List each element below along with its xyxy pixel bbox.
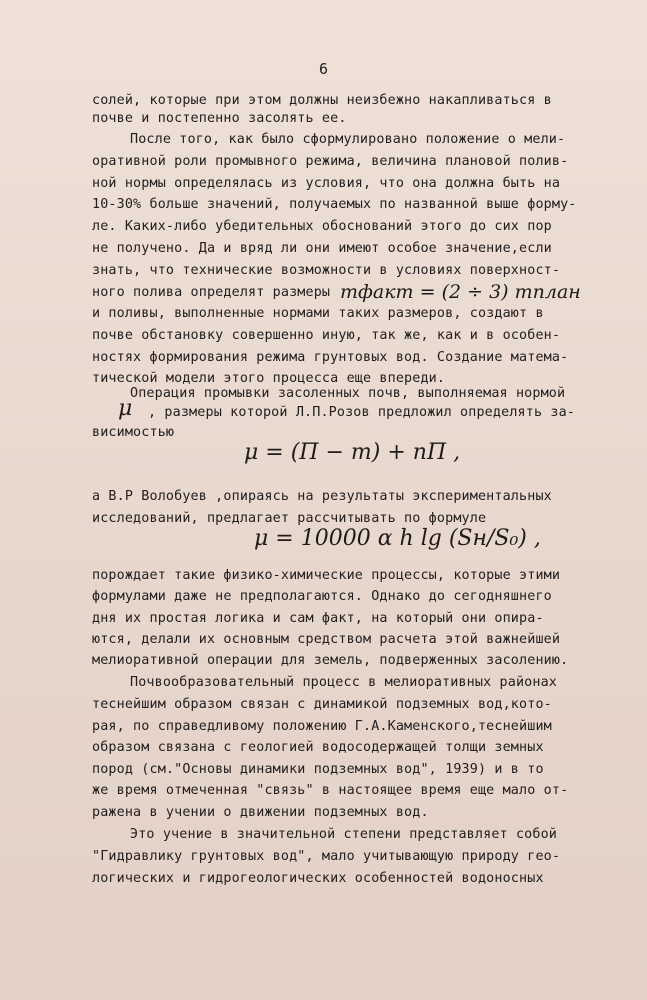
text-line: исследований, предлагает рассчитывать по формуле <box>92 511 487 526</box>
text-line: пород (см."Основы динамики подземных вод", 1939) и в то <box>92 762 544 777</box>
text-line: же время отмеченная "связь" в настоящее время еще мало от- <box>92 783 569 798</box>
text-line: порождает такие физико-химические процессы, которые этими <box>92 568 561 583</box>
page-number: 6 <box>318 60 329 78</box>
text-line: логических и гидрогеологических особенностей водоносных <box>92 871 544 886</box>
text-line: теснейшим образом связан с динамикой подземных вод,кото- <box>92 697 552 712</box>
text-line: ной нормы определялась из условия, что она должна быть на <box>92 176 561 191</box>
formula-volobuev: μ = 10000 α h lg (Sн/S₀) , <box>254 526 541 551</box>
text-line: ражена в учении о движении подземных вод. <box>92 805 429 820</box>
text-line: образом связана с геологией водосодержащей толщи земных <box>92 740 544 755</box>
text-line: "Гидравлику грунтовых вод", мало учитывающую природу гео- <box>92 849 561 864</box>
text-line: не получено. Да и вряд ли они имеют особое значение,если <box>92 241 552 256</box>
text-line: Операция промывки засоленных почв, выполняемая нормой <box>130 386 566 401</box>
text-line: Почвообразовательный процесс в мелиоративных районах <box>130 675 558 690</box>
text-line: ного полива определят размеры <box>92 285 331 300</box>
text-line: почве обстановку совершенно иную, так же, как и в особен- <box>92 328 561 343</box>
text-line: знать, что технические возможности в условиях поверхност- <box>92 263 561 278</box>
text-line: После того, как было сформулировано положение о мели- <box>130 132 566 147</box>
mu-symbol: μ <box>118 396 133 421</box>
text-line: ностях формирования режима грунтовых вод. Создание матема- <box>92 350 569 365</box>
text-line: , размеры которой Л.П.Розов предложил определять за- <box>148 405 576 420</box>
text-line: Это учение в значительной степени представляет собой <box>130 827 558 842</box>
text-line: тической модели этого процесса еще впереди. <box>92 371 446 386</box>
text-line: дня их простая логика и сам факт, на который они опира- <box>92 611 544 626</box>
formula-rozov: μ = (Π − m) + nΠ , <box>244 440 461 465</box>
text-line: и поливы, выполненные нормами таких размеров, создают в <box>92 306 544 321</box>
inline-formula: mфакт = (2 ÷ 3) mплан <box>340 281 581 303</box>
text-line: почве и постепенно засолять ее. <box>92 111 347 126</box>
text-line: формулами даже не предполагаются. Однако до сегодняшнего <box>92 589 552 604</box>
text-line: а В.Р Волобуев ,опираясь на результаты экспериментальных <box>92 489 552 504</box>
text-line: рая, по справедливому положению Г.А.Каменского,теснейшим <box>92 719 552 734</box>
text-line: 10-30% больше значений, получаемых по названной выше форму- <box>92 197 577 212</box>
text-line: висимостью <box>92 425 175 440</box>
text-line: ле. Каких-либо убедительных обоснований этого до сих пор <box>92 219 552 234</box>
text-line: ются, делали их основным средством расчета этой важнейшей <box>92 632 561 647</box>
text-line: оративной роли промывного режима, величина плановой полив- <box>92 154 569 169</box>
text-line: солей, которые при этом должны неизбежно накапливаться в <box>92 93 552 108</box>
text-line: мелиоративной операции для земель, подверженных засолению. <box>92 653 569 668</box>
